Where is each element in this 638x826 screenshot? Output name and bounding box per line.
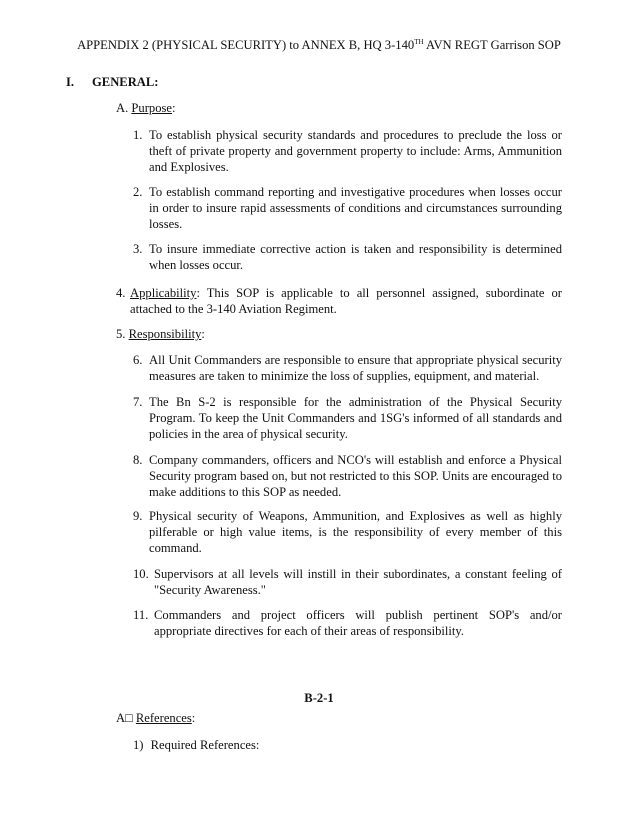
list-item — [133, 184, 562, 232]
page-header — [0, 38, 638, 53]
list-item-number: 6. — [133, 353, 143, 367]
list-item-text: Physical security of Weapons, Ammunition, and Explosives as well as highly pilferable or high value items, is the responsibility of every member of this command. — [149, 509, 562, 555]
required-references-number: 1) — [133, 738, 144, 752]
list-item — [133, 352, 562, 384]
references-colon: : — [191, 711, 196, 725]
list-item-text: Company commanders, officers and NCO's will establish and enforce a Physical Security program based on, but not restricted to this SOP. Units are encouraged to make additions to this SOP as needed. — [149, 453, 562, 499]
list-item-text: Supervisors at all levels will instill in their subordinates, a constant feeling of "Security Awareness." — [154, 567, 562, 597]
applicability-text: : This SOP is applicable to all personnel assigned, subordinate or attached to the 3-140 Aviation Regiment. — [130, 286, 562, 316]
page-number: B-2-1 — [304, 691, 334, 705]
responsibility-heading — [116, 326, 205, 342]
list-item-text: Commanders and project officers will publish pertinent SOP's and/or appropriate directives for each of their areas of responsibility. — [154, 608, 562, 638]
list-item — [133, 508, 562, 556]
list-item — [133, 452, 562, 500]
list-item-number: 7. — [133, 395, 143, 409]
list-item-number: 1. — [133, 128, 143, 142]
list-item — [133, 394, 562, 442]
list-item — [133, 607, 562, 639]
purpose-heading — [116, 100, 176, 116]
purpose-colon: : — [172, 101, 176, 115]
header-superscript: TH — [414, 38, 424, 46]
list-item-number: 11. — [133, 608, 149, 622]
section-number: I. — [66, 75, 75, 89]
responsibility-label: Responsibility — [128, 327, 202, 341]
references-label: References — [135, 711, 192, 725]
list-item-number: 9. — [133, 509, 143, 523]
list-item-text: To establish physical security standards and procedures to preclude the loss or theft of private property and government property to include: Arms, Ammunition and Explosives. — [149, 128, 562, 174]
applicability-label: Applicability — [130, 286, 197, 300]
list-item-number: 2. — [133, 185, 143, 199]
list-item-text: To insure immediate corrective action is taken and responsibility is determined when losses occur. — [149, 242, 562, 272]
purpose-letter: A. — [116, 101, 129, 115]
references-letter: A□ — [116, 711, 133, 725]
header-text-end: AVN REGT Garrison SOP — [423, 38, 561, 52]
list-item-text: To establish command reporting and investigative procedures when losses occur in order to insure rapid assessments of conditions and circumstances surrounding losses. — [149, 185, 562, 231]
required-references — [133, 737, 259, 753]
applicability-number: 4. — [116, 286, 126, 300]
list-item — [133, 127, 562, 175]
header-text: APPENDIX 2 (PHYSICAL SECURITY) to ANNEX B, HQ 3-140 — [77, 38, 415, 52]
list-item-text: The Bn S-2 is responsible for the administration of the Physical Security Program. To keep the Unit Commanders and 1SG's informed of all standards and policies in the area of physical security. — [149, 395, 562, 441]
section-title: GENERAL: — [92, 75, 159, 89]
responsibility-colon: : — [201, 327, 205, 341]
required-references-text: Required References: — [150, 738, 260, 752]
list-item — [133, 566, 562, 598]
list-item-number: 3. — [133, 242, 143, 256]
responsibility-number: 5. — [116, 327, 126, 341]
list-item-number: 10. — [133, 567, 149, 581]
applicability-paragraph — [116, 285, 562, 317]
list-item-text: All Unit Commanders are responsible to ensure that appropriate physical security measures are taken to minimize the loss of supplies, equipment, and material. — [149, 353, 562, 383]
list-item-number: 8. — [133, 453, 143, 467]
purpose-label: Purpose — [131, 101, 172, 115]
references-heading — [116, 710, 195, 726]
list-item — [133, 241, 562, 273]
